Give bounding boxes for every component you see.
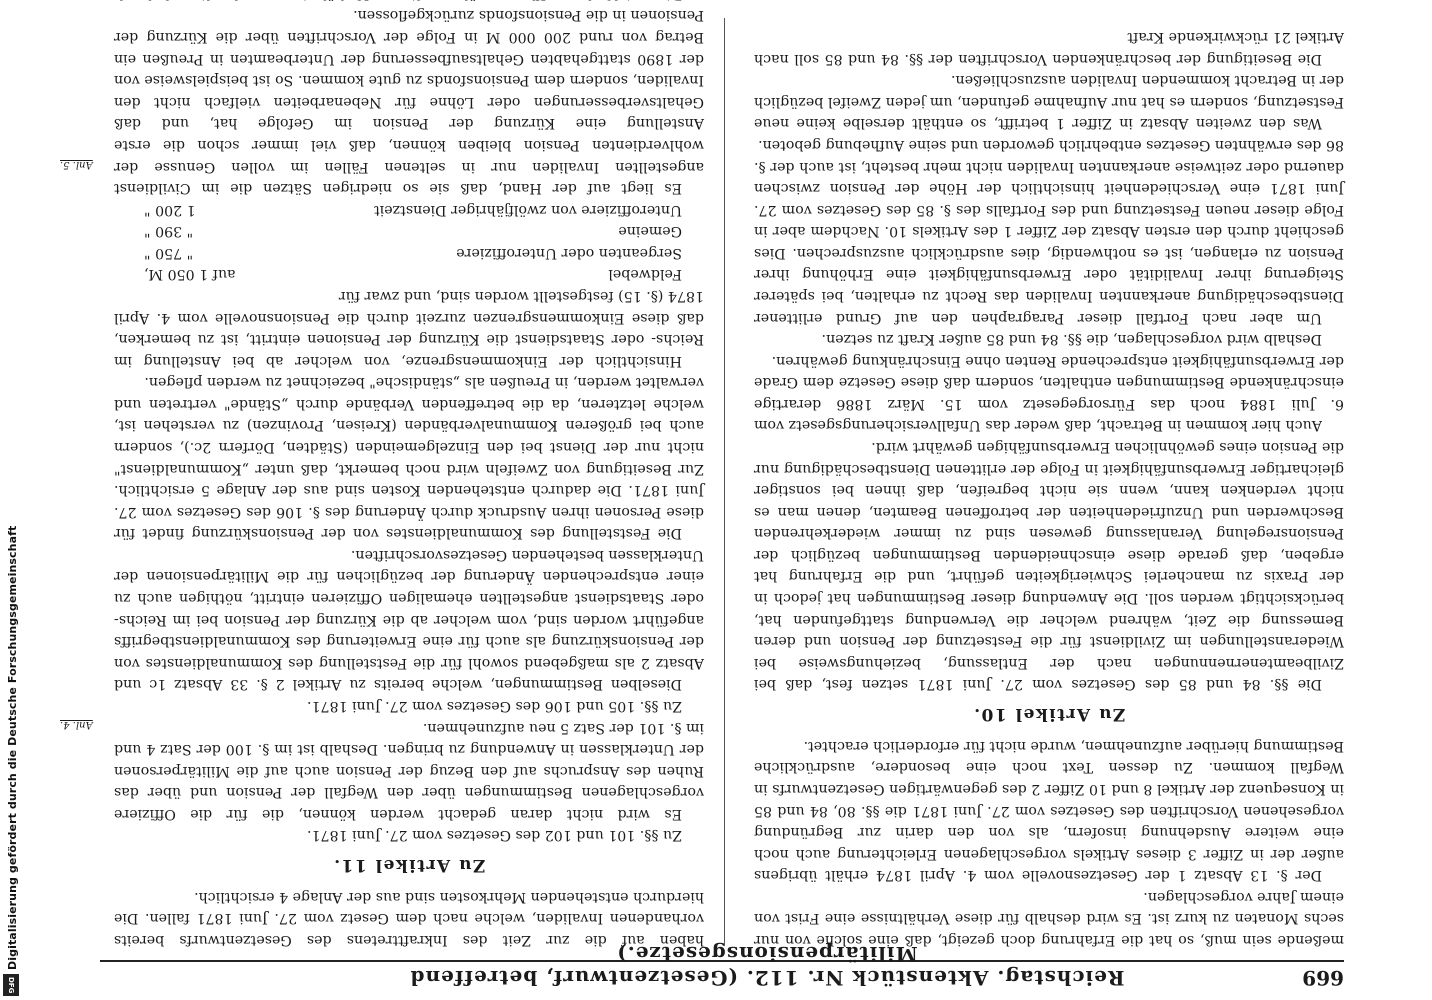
paragraph: Die Feststellung des Kommunaldienstes von der Pensionskürzung findet für diese Personen ihren Ausdruck durch Änderung des §. 106 des Gesetzes vom 27. Juni 1871. Die dadurch entstehenden Kosten sind aus der Anlage 5 ersichtlich. Zur Beseitigung von Zweifeln wird noch bemerkt, daß unter „Kommunaldienst" nicht nur der Dienst bei den Einzelgemeinden (Städten, Dörfern 2c.), sondern auch bei größeren Kommunalverbänden (Kreisen, Provinzen) zu verstehen ist, welche letzteren, da die betreffenden Verbände durch „Stände" vertreten und verwaltet werden, in Preußen als „ständische" bezeichnet zu werden pflegen. [114, 374, 704, 542]
left-column [754, 14, 1344, 950]
paragraph: Was den zweiten Absatz in Ziffer 1 betrifft, so enthält derselbe keine neue Festsetzung, sondern es hat nur Aufnahme gefunden, um jeden Zweifel bezüglich der in Betracht kommenden Invaliden auszuschließen. [754, 72, 1344, 132]
table-row [114, 241, 704, 263]
running-header [100, 942, 1344, 990]
scanned-page [60, 7, 1344, 990]
column-divider [724, 18, 725, 946]
right-column [114, 7, 704, 950]
table-value: " 390 " [144, 223, 194, 240]
credit-text: Digitalisierung gefördert durch die Deutsche Forschungsgemeinschaft [6, 525, 19, 970]
paragraph: Dieselben Bestimmungen, welche bereits zu Artikel 2 §. 33 Absatz 1c und Absatz 2 als maßgebend sowohl für die Feststellung des Kommunaldienstes von der Pensionskürzung als auch für eine Erweiterung des Kommunaldienstbegriffs angeführt worden sind, vom welcher ab die Kürzung der Pension bei im Reichs- oder Staatsdienst angestellten ehemaligen Offizieren eintritt, nöthigen auch zu einer entsprechenden Änderung der bezüglichen für die Militärpensionen der Unterklassen bestehenden Gesetzesvorschriften. [114, 546, 704, 693]
table-label: Unteroffiziere von zwölfjähriger Dienstzeit [373, 201, 682, 218]
paragraph: Die §§. 84 und 85 des Gesetzes vom 27. Juni 1871 setzen fest, daß bei Zivilbeamtenernennungen nach der Entlassung, beziehungsweise bei Wiederanstellungen im Zivildienst für die Festsetzung der Pension und deren Bemessung die Zeit, während welcher die Verwendung stattgefunden hat, berücksichtigt werden soll. Die Anwendung dieser Bestimmungen hat jedoch in der Praxis zu mancherlei Schwierigkeiten geführt, und die Erfahrung hat ergeben, daß gerade diese einschneidenden Bestimmungen bezüglich der Pensionsregelung Veranlassung gewesen sind zu immer wiederkehrenden Beschwerden und Unzufriedenheiten der betroffenen Beamten, denen man es nicht verdenken kann, wenn sie nicht begreifen, daß ihnen bei sonstiger gleichartiger Erwerbsunfähigkeit in Folge der erlittenen Dienstbeschädigung nur die Pension eines gewöhnlichen Erwerbsunfähigen gewährt wird. [754, 439, 1344, 693]
paragraph: Es wird nicht daran gedacht werden können, die für die Offiziere vorgeschlagenen Bestimmungen über den Wegfall der Pension und über das Ruhen des Anspruchs auf den Bezug der Pension auch auf die Militärpersonen der Unterklassen in Anwendung zu bringen. Deshalb ist im §. 100 der Satz 4 und im §. 101 der Satz 5 neu aufzunehmen. [114, 719, 704, 822]
table-value: 1 200 " [144, 201, 196, 218]
table-value: auf 1 050 M, [144, 266, 236, 283]
paragraph: Um aber nach Fortfall dieser Paragraphen den auf Grund erlittener Dienstbeschädigung anerkannten Invaliden das Recht zu erhalten, bei späterer Steigerung ihrer Invalidität oder Erwerbsunfähigkeit eine Erhöhung ihrer Pension zu erlangen, ist es nothwendig, dies ausdrücklich auszusprechen. Dies geschieht durch den ersten Absatz der Ziffer 1 des Artikels 10. Nachdem aber in Folge dieser neuen Festsetzung und des Fortfalls des §. 85 des Gesetzes vom 27. Juni 1871 eine Verschiedenheit hinsichtlich der Höhe der Pension zwischen dauernd oder zeitweise anerkannten Invaliden nicht mehr besteht, ist auch der §. 86 des erwähnten Gesetzes entbehrlich geworden und seine Aufhebung geboten. [754, 136, 1344, 326]
margin-notes [60, 30, 94, 730]
page-number: 669 [1302, 966, 1344, 990]
paragraph: Zu §§. 101 und 102 des Gesetzes vom 27. Juni 1871. [306, 827, 682, 844]
paragraph: Es liegt auf der Hand, daß sie so niedrigen Sätzen die im Civildienst angestellten Invaliden nur in seltenen Fällen im vollen Genusse der wohlverdienten Pension bleiben können, daß viel immer schon die erste Anstellung eine Kürzung der Pension im Gefolge hat, und daß Gehaltsverbesserungen oder Löhne für Nebenarbeiten vielfach nicht den Invaliden, sondern dem Pensionsfonds zu gute kommen. So ist beispielsweise von der 1890 stattgehabten Gehaltsaufbesserung der Unterbeamten in Preußen ein Betrag von rund 200 000 M in Folge der Vorschriften über die Kürzung der Pensionen in die Pensionsfonds zurückgeflossen. [114, 7, 704, 197]
table-label: Sergeanten oder Unteroffiziere [456, 244, 682, 261]
table-value: " 750 " [144, 244, 194, 261]
table-row [114, 263, 704, 285]
table-row [114, 198, 704, 220]
section-heading: Zu Artikel 11. [332, 855, 486, 876]
paragraph [114, 0, 704, 4]
margin-note: Anl. 4. [60, 719, 93, 730]
section-heading: Zu Artikel 10. [972, 704, 1126, 725]
paragraph: Hinsichtlich der Einkommensgrenze, von welcher ab bei Anstellung im Reichs- oder Staatsdienst die Kürzung der Pensionen eintritt, ist zu bemerken, daß diese Einkommensgrenzen zurzeit durch die Pensionsnovelle vom 4. April 1874 (§. 15) festgestellt worden sind, und zwar für [114, 287, 704, 369]
dfg-logo: DFG [3, 974, 19, 996]
table-label: Feldwebel [608, 266, 682, 283]
paragraph: Auch hier kommen in Betracht, daß weder das Unfallversicherungsgesetz vom 6. Juli 1884 noch das Fürsorgegesetz vom 15. März 1886 derartige einschränkende Bestimmungen enthalten, sondern daß diese Gesetze dem Grade der Erwerbsunfähigkeit entsprechende Renten ohne Einschränkung gewähren. [754, 352, 1344, 434]
paragraph: haben auf die zur Zeit des Inkrafttretens des Gesetzentwurfs bereits vorhandenen Invaliden, welche nach dem Gesetz vom 27. Juni 1871 fallen. Die hierdurch entstehenden Mehrkosten sind aus der Anlage 4 ersichtlich. [114, 888, 704, 948]
paragraph: Deshalb wird vorgeschlagen, die §§. 84 und 85 außer Kraft zu setzen. [821, 331, 1322, 348]
credit-strip [0, 0, 22, 1000]
margin-note: Anl. 5. [60, 159, 93, 170]
paragraph: meßende sein muß, so hat die Erfahrung doch gezeigt, daß eine solche von nur sechs Monaten zu kurz ist. Es wird deshalb für diese Verhältnisse eine Frist von einem Jahre vorgeschlagen. [754, 888, 1344, 948]
table-row [114, 220, 704, 242]
pension-limit-table [114, 198, 704, 284]
paragraph: Zu §§. 105 und 106 des Gesetzes vom 27. Juni 1871. [306, 697, 682, 714]
paragraph: Der §. 13 Absatz 1 der Gesetzesnovelle vom 4. April 1874 erhält übrigens außer der in Ziffer 3 dieses Artikels vorgeschlagenen Erleichterung auch noch eine weitere Ausdehnung insofern, als von den darin zur Begründung vorgesehenen Vorschriften des Gesetzes vom 27. Juni 1871 die §§. 80, 84 und 85 in Konsequenz der Artikel 8 und 10 Ziffer 2 des gegenwärtigen Gesetzentwurfs in Wegfall kommen. Zu dessen Text noch eine besondere, ausdrückliche Bestimmung hierüber aufzunehmen, wurde nicht für erforderlich erachtet. [754, 737, 1344, 884]
header-title: Reichstag. Aktenstück Nr. 112. (Gesetzentwurf, betreffend Militärpensionsgesetze.) [409, 942, 1125, 990]
table-label: Gemeine [618, 223, 682, 240]
paragraph: Die Beseitigung der beschränkenden Vorschriften der §§. 84 und 85 soll nach Artikel 21 rückwirkende Kraft [754, 29, 1344, 67]
